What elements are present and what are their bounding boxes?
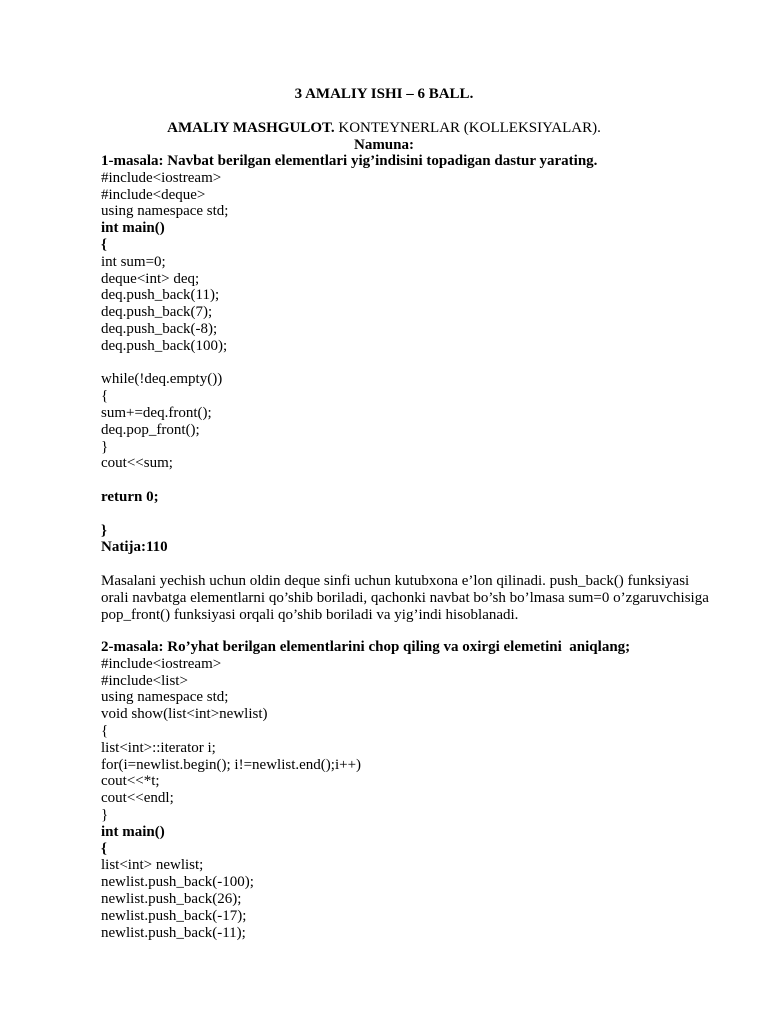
code-line: void show(list<int>newlist) <box>101 706 268 723</box>
code-line: deq.push_back(7); <box>101 304 213 321</box>
task1-heading: 1-masala: Navbat berilgan elementlari yig’indisini topadigan dastur yarating. <box>101 153 598 169</box>
code-line: deq.push_back(-8); <box>101 320 218 337</box>
blank-line <box>101 472 741 489</box>
code-line: newlist.push_back(-17); <box>101 907 247 924</box>
task1-explanation: Masalani yechish uchun oldin deque sinfi uchun kutubxona e’lon qilinadi. push_back() funksiyasi orali navbatga elementlarni qo’shib boriladi, qachonki navbat bo’sh bo’lmasa sum=0 o’zgaruvchisiga pop_front() funksiyasi orqali qo’shib boriladi va yig’indi hisoblanadi. <box>101 572 709 623</box>
code-line: while(!deq.empty()) <box>101 371 223 388</box>
code-line: { <box>101 722 109 739</box>
code-line: #include<iostream> <box>101 655 222 672</box>
code-line: for(i=newlist.begin(); i!=newlist.end();i++) <box>101 756 362 773</box>
code-line: { <box>101 236 107 253</box>
subtitle-bold: AMALIY MASHGULOT. <box>167 120 335 136</box>
code-line: newlist.push_back(26); <box>101 890 242 907</box>
code-line: using namespace std; <box>101 203 229 220</box>
code-line: deque<int> deq; <box>101 270 200 287</box>
code-line: list<int> newlist; <box>101 857 204 874</box>
code-line: list<int>::iterator i; <box>101 739 216 756</box>
code-line: deq.pop_front(); <box>101 421 200 438</box>
code-line: } <box>101 522 107 539</box>
code-line: sum+=deq.front(); <box>101 404 212 421</box>
code-line: { <box>101 840 107 857</box>
task2-block <box>101 639 741 941</box>
task2-heading: 2-masala: Ro’yhat berilgan elementlarini chop qiling va oxirgi elemetini aniqlang; <box>101 639 631 655</box>
blank-line <box>101 355 741 372</box>
page-title: 3 AMALIY ISHI – 6 BALL. <box>294 86 474 102</box>
code-line: } <box>101 438 109 455</box>
code-line: #include<deque> <box>101 186 206 203</box>
code-line: } <box>101 806 109 823</box>
code-line: int main() <box>101 220 165 237</box>
code-line: cout<<sum; <box>101 455 173 472</box>
code-line: int sum=0; <box>101 253 166 270</box>
subtitle-rest: KONTEYNERLAR (KOLLEKSIYALAR). <box>334 120 601 136</box>
code-line: deq.push_back(100); <box>101 337 228 354</box>
blank-line <box>101 506 741 523</box>
blank-line <box>101 556 741 573</box>
code-line: return 0; <box>101 488 159 505</box>
namuna-heading: Namuna: <box>353 137 414 153</box>
result-line: Natija:110 <box>101 539 168 556</box>
code-line: { <box>101 388 109 405</box>
section-subtitle <box>0 120 768 137</box>
code-line: #include<iostream> <box>101 169 222 186</box>
code-line: newlist.push_back(-11); <box>101 924 246 941</box>
code-line: cout<<*t; <box>101 773 160 790</box>
code-line: #include<list> <box>101 672 188 689</box>
code-line: using namespace std; <box>101 689 229 706</box>
code-line: deq.push_back(11); <box>101 287 220 304</box>
code-line: cout<<endl; <box>101 790 174 807</box>
code-line: int main() <box>101 823 165 840</box>
code-line: newlist.push_back(-100); <box>101 874 254 891</box>
task1-block <box>101 153 741 623</box>
